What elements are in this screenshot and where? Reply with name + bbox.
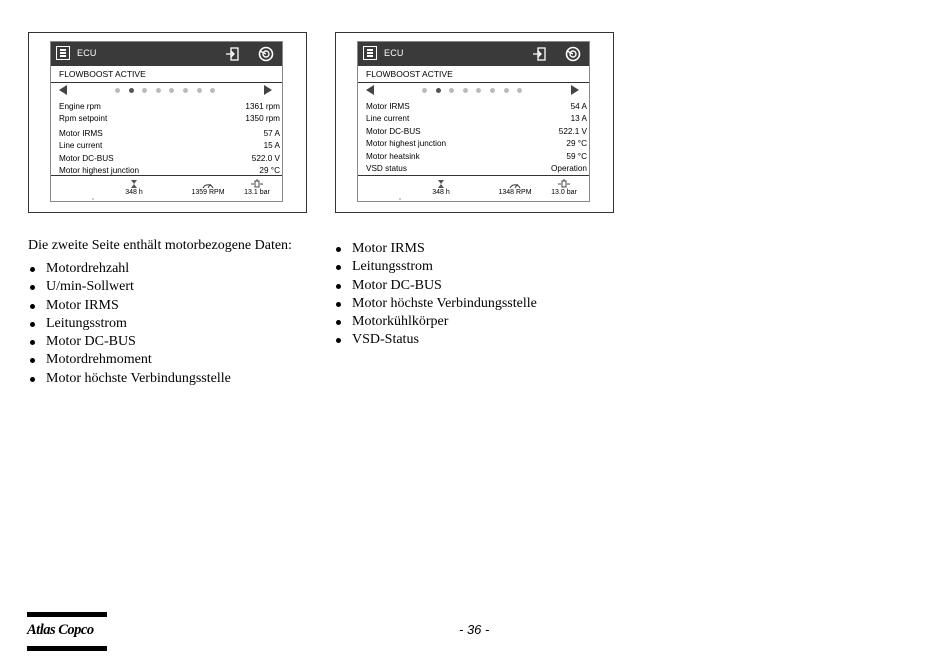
hours-value: 348 h — [125, 189, 143, 196]
prev-page-arrow[interactable] — [366, 85, 374, 95]
footer-hours — [416, 178, 466, 196]
page-dot[interactable] — [490, 88, 495, 93]
list-item: Motor DC-BUS — [28, 333, 231, 351]
list-item: Motordrehmoment — [28, 351, 231, 369]
row-value: 54 A — [570, 102, 587, 111]
pressure-value: 13.0 bar — [551, 189, 577, 196]
page-dot[interactable] — [156, 88, 161, 93]
list-item: Motor IRMS — [28, 297, 231, 315]
menu-icon[interactable] — [56, 46, 70, 60]
footer-marker — [399, 198, 401, 200]
page-dot[interactable] — [476, 88, 481, 93]
row-label: Line current — [366, 114, 410, 124]
row-value: 1350 rpm — [245, 114, 280, 124]
footer-pressure — [232, 178, 282, 196]
row-label: VSD status — [366, 163, 407, 173]
list-item: Leitungsstrom — [28, 315, 231, 333]
screen-footer — [358, 175, 589, 201]
list-item: Motorkühlkörper — [334, 313, 537, 331]
footer-speed — [490, 178, 540, 196]
data-row — [51, 140, 282, 152]
list-item: U/min-Sollwert — [28, 278, 231, 296]
pressure-icon — [250, 179, 264, 189]
row-value: 522.0 V — [251, 153, 280, 163]
row-label: Motor DC-BUS — [366, 126, 421, 136]
row-value: 15 A — [263, 141, 280, 151]
page-dot[interactable] — [449, 88, 454, 93]
page-dots — [115, 88, 224, 106]
next-page-arrow[interactable] — [264, 85, 272, 95]
page-dots — [422, 88, 531, 106]
page-dot[interactable] — [517, 88, 522, 93]
pressure-icon — [557, 179, 571, 189]
next-page-arrow[interactable] — [571, 85, 579, 95]
footer-hours — [109, 178, 159, 196]
data-row — [358, 113, 589, 125]
row-label: Motor highest junction — [366, 139, 447, 149]
page-number: - 36 - — [459, 622, 490, 637]
status-bar: FLOWBOOST ACTIVE — [51, 66, 282, 83]
status-bar: FLOWBOOST ACTIVE — [358, 66, 589, 83]
row-label: Line current — [59, 141, 103, 151]
login-icon[interactable] — [224, 45, 242, 63]
atlas-copco-logo — [27, 612, 107, 652]
hours-value: 348 h — [432, 189, 450, 196]
login-icon[interactable] — [531, 45, 549, 63]
footer-pressure — [539, 178, 589, 196]
menu-icon[interactable] — [363, 46, 377, 60]
row-label: Motor IRMS — [366, 102, 410, 111]
data-row — [51, 113, 282, 125]
data-row — [358, 126, 589, 138]
page-dot-active[interactable] — [436, 88, 441, 93]
prev-page-arrow[interactable] — [59, 85, 67, 95]
row-value: 29 °C — [259, 165, 280, 175]
controller-screen-2 — [357, 41, 590, 202]
screenshot-frame-1 — [28, 32, 307, 213]
data-rows — [51, 97, 282, 177]
bullet-list-right — [334, 240, 537, 350]
brand-icon[interactable] — [257, 45, 275, 63]
page-navigator — [51, 83, 282, 97]
page-dot[interactable] — [197, 88, 202, 93]
list-item: Motor höchste Verbindungsstelle — [334, 295, 537, 313]
data-row — [358, 163, 589, 175]
screen-title: ECU — [77, 48, 97, 58]
page-dot[interactable] — [115, 88, 120, 93]
list-item: Motordrehzahl — [28, 260, 231, 278]
row-label: Rpm setpoint — [59, 114, 108, 124]
row-value: 59 °C — [566, 151, 587, 161]
row-value: 13 A — [570, 114, 587, 124]
intro-paragraph: Die zweite Seite enthält motorbezogene Daten: — [28, 238, 292, 253]
row-value: Operation — [551, 163, 587, 173]
gauge-icon — [508, 179, 522, 189]
page-dot[interactable] — [463, 88, 468, 93]
gauge-icon — [201, 179, 215, 189]
list-item: VSD-Status — [334, 331, 537, 349]
row-label: Motor DC-BUS — [59, 153, 114, 163]
row-label: Motor IRMS — [59, 128, 103, 138]
footer-marker — [92, 198, 94, 200]
list-item: Motor höchste Verbindungsstelle — [28, 370, 231, 388]
list-item: Motor DC-BUS — [334, 277, 537, 295]
page-dot[interactable] — [183, 88, 188, 93]
bullet-list-left — [28, 260, 231, 388]
data-rows — [358, 97, 589, 175]
screen-title: ECU — [384, 48, 404, 58]
hourglass-icon — [130, 179, 138, 189]
screen-header — [358, 42, 589, 66]
row-value: 1361 rpm — [245, 102, 280, 111]
screen-footer — [51, 175, 282, 201]
row-value: 29 °C — [566, 139, 587, 149]
row-value: 522.1 V — [558, 126, 587, 136]
screenshot-frame-2 — [335, 32, 614, 213]
speed-value: 1348 RPM — [498, 189, 532, 196]
row-label: Engine rpm — [59, 102, 101, 111]
page-dot[interactable] — [142, 88, 147, 93]
data-row — [358, 138, 589, 150]
list-item: Motor IRMS — [334, 240, 537, 258]
pressure-value: 13.1 bar — [244, 189, 270, 196]
page-dot[interactable] — [504, 88, 509, 93]
row-label: Motor heatsink — [366, 151, 420, 161]
page-dot[interactable] — [169, 88, 174, 93]
page-dot[interactable] — [422, 88, 427, 93]
speed-value: 1359 RPM — [191, 189, 225, 196]
logo-text: Atlas Copco — [27, 622, 94, 638]
list-item: Leitungsstrom — [334, 258, 537, 276]
screen-header — [51, 42, 282, 66]
brand-icon[interactable] — [564, 45, 582, 63]
footer-speed — [183, 178, 233, 196]
data-row — [358, 151, 589, 163]
row-label: Motor highest junction — [59, 165, 140, 175]
page-navigator — [358, 83, 589, 97]
page-dot[interactable] — [210, 88, 215, 93]
controller-screen-1 — [50, 41, 283, 202]
data-row — [51, 153, 282, 165]
data-row — [51, 128, 282, 140]
row-value: 57 A — [263, 128, 280, 138]
page-dot-active[interactable] — [129, 88, 134, 93]
hourglass-icon — [437, 179, 445, 189]
